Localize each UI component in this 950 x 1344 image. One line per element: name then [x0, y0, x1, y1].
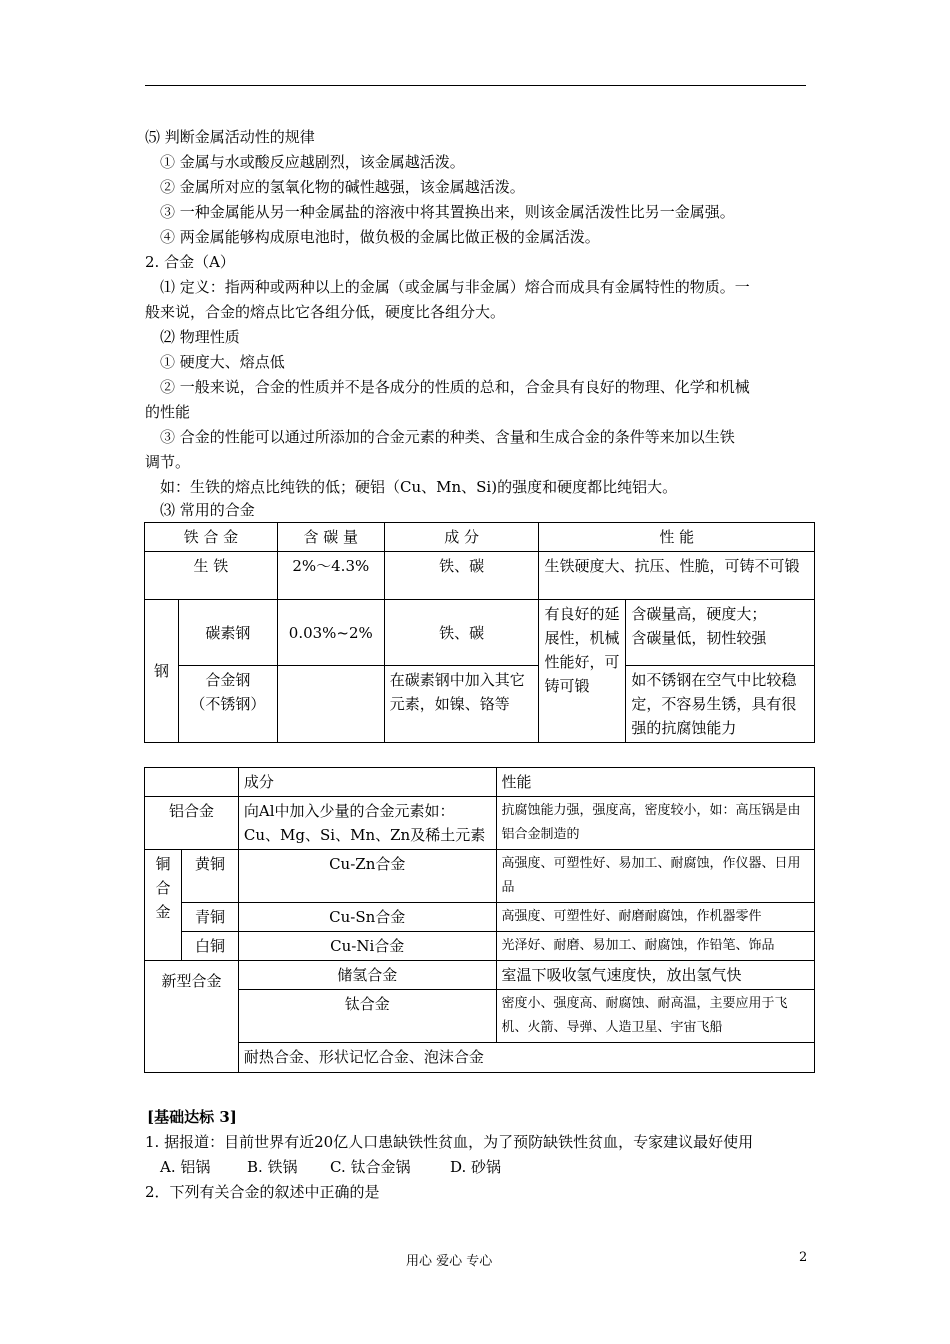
hydrogen-alloy-properties: 室温下吸收氢气速度快，放出氢气快: [496, 961, 814, 990]
table2-header-properties: 性能: [496, 768, 814, 797]
cupronickel-name: 白铜: [181, 932, 238, 961]
other-new-alloys: 耐热合金、形状记忆合金、泡沫合金: [238, 1043, 814, 1073]
alloy-steel-name-line2: （不锈钢）: [190, 695, 266, 713]
header-composition: 成 分: [384, 523, 539, 552]
steel-common-properties: 有良好的延展性，机械性能好，可铸可锻: [539, 600, 626, 743]
titanium-alloy-properties: 密度小、强度高、耐腐蚀、耐高温，主要应用于飞机、火箭、导弹、人造卫星、宇宙飞船: [496, 990, 814, 1043]
physical-2-line2: 的性能: [145, 403, 191, 421]
header-properties: 性 能: [539, 523, 815, 552]
carbon-steel-composition: 铁、碳: [384, 600, 539, 666]
question-2: 2．下列有关合金的叙述中正确的是: [145, 1183, 380, 1201]
physical-3-line2: 调节。: [145, 453, 191, 471]
alloy-heading: 2. 合金（A）: [145, 253, 235, 271]
header-rule: [145, 85, 806, 86]
physical-1: ① 硬度大、熔点低: [160, 353, 285, 371]
carbon-steel-props-line1: 含碳量高，硬度大；: [631, 605, 767, 623]
copper-alloy-label: 铜合金: [145, 850, 182, 961]
pig-iron-name: 生 铁: [145, 552, 278, 600]
aluminum-alloy-composition: 向Al中加入少量的合金元素如：Cu、Mg、Si、Mn、Zn及稀土元素: [238, 797, 496, 850]
cupronickel-composition: Cu-Ni合金: [238, 932, 496, 961]
physical-heading: ⑵ 物理性质: [160, 328, 240, 346]
common-heading: ⑶ 常用的合金: [160, 501, 255, 519]
page-number: 2: [799, 1250, 808, 1265]
titanium-alloy-name: 钛合金: [238, 990, 496, 1043]
pig-iron-carbon: 2%～4.3%: [277, 552, 384, 600]
table2-header-composition: 成分: [238, 768, 496, 797]
hydrogen-alloy-name: 储氢合金: [238, 961, 496, 990]
cupronickel-properties: 光泽好、耐磨、易加工、耐腐蚀，作铅笔、饰品: [496, 932, 814, 961]
exercise-heading: [基础达标 3]: [147, 1108, 237, 1126]
alloy-steel-carbon: [277, 666, 384, 743]
physical-2-line1: ② 一般来说，合金的性质并不是各成分的性质的总和，合金具有良好的物理、化学和机械: [160, 378, 750, 396]
q1-option-a: A. 铝锅: [160, 1158, 211, 1176]
brass-composition: Cu-Zn合金: [238, 850, 496, 903]
brass-name: 黄铜: [181, 850, 238, 903]
bronze-name: 青铜: [181, 903, 238, 932]
new-alloy-label: 新型合金: [145, 961, 239, 1073]
q1-option-b: B. 铁锅: [247, 1158, 298, 1176]
footer-motto: 用心 爱心 专心: [406, 1254, 493, 1269]
bronze-composition: Cu-Sn合金: [238, 903, 496, 932]
section5-heading: ⑸ 判断金属活动性的规律: [145, 128, 315, 146]
example-line: 如：生铁的熔点比纯铁的低；硬铝（Cu、Mn、Si)的强度和硬度都比纯铝大。: [160, 478, 678, 496]
rule-4: ④ 两金属能够构成原电池时，做负极的金属比做正极的金属活泼。: [160, 228, 600, 246]
aluminum-alloy-properties: 抗腐蚀能力强，强度高，密度较小，如：高压锅是由铝合金制造的: [496, 797, 814, 850]
aluminum-alloy-name: 铝合金: [145, 797, 239, 850]
rule-3: ③ 一种金属能从另一种金属盐的溶液中将其置换出来，则该金属活泼性比另一金属强。: [160, 203, 735, 221]
physical-3-line1: ③ 合金的性能可以通过所添加的合金元素的种类、含量和生成合金的条件等来加以生铁: [160, 428, 735, 446]
rule-1: ① 金属与水或酸反应越剧烈，该金属越活泼。: [160, 153, 465, 171]
carbon-steel-props-line2: 含碳量低，韧性较强: [631, 629, 767, 647]
carbon-steel-name: 碳素钢: [178, 600, 277, 666]
steel-label: 钢: [145, 600, 179, 743]
table2-corner: [145, 768, 239, 797]
alloy-steel-name-line1: 合金钢: [205, 671, 251, 689]
q1-option-c: C. 钛合金锅: [330, 1158, 411, 1176]
header-iron-alloy: 铁 合 金: [145, 523, 278, 552]
definition-line2: 般来说，合金的熔点比它各组分低，硬度比各组分大。: [145, 303, 506, 321]
brass-properties: 高强度、可塑性好、易加工、耐腐蚀，作仪器、日用品: [496, 850, 814, 903]
alloy-steel-properties: 如不锈钢在空气中比较稳定，不容易生锈，具有很强的抗腐蚀能力: [626, 666, 815, 743]
q1-option-d: D. 砂锅: [450, 1158, 502, 1176]
pig-iron-composition: 铁、碳: [384, 552, 539, 600]
other-alloy-table: [144, 767, 815, 1073]
bronze-properties: 高强度、可塑性好、耐磨耐腐蚀，作机器零件: [496, 903, 814, 932]
iron-alloy-table: [144, 522, 815, 743]
question-1: 1. 据报道：目前世界有近20亿人口患缺铁性贫血，为了预防缺铁性贫血，专家建议最好使用: [145, 1133, 754, 1151]
carbon-steel-carbon: 0.03%~2%: [277, 600, 384, 666]
header-carbon: 含 碳 量: [277, 523, 384, 552]
pig-iron-properties: 生铁硬度大、抗压、性脆，可铸不可锻: [539, 552, 815, 600]
alloy-steel-composition: 在碳素钢中加入其它元素，如镍、铬等: [384, 666, 539, 743]
carbon-steel-properties: [626, 600, 815, 666]
rule-2: ② 金属所对应的氢氧化物的碱性越强，该金属越活泼。: [160, 178, 525, 196]
alloy-steel-name: [178, 666, 277, 743]
definition-line1: ⑴ 定义：指两种或两种以上的金属（或金属与非金属）熔合而成具有金属特性的物质。一: [160, 278, 750, 296]
